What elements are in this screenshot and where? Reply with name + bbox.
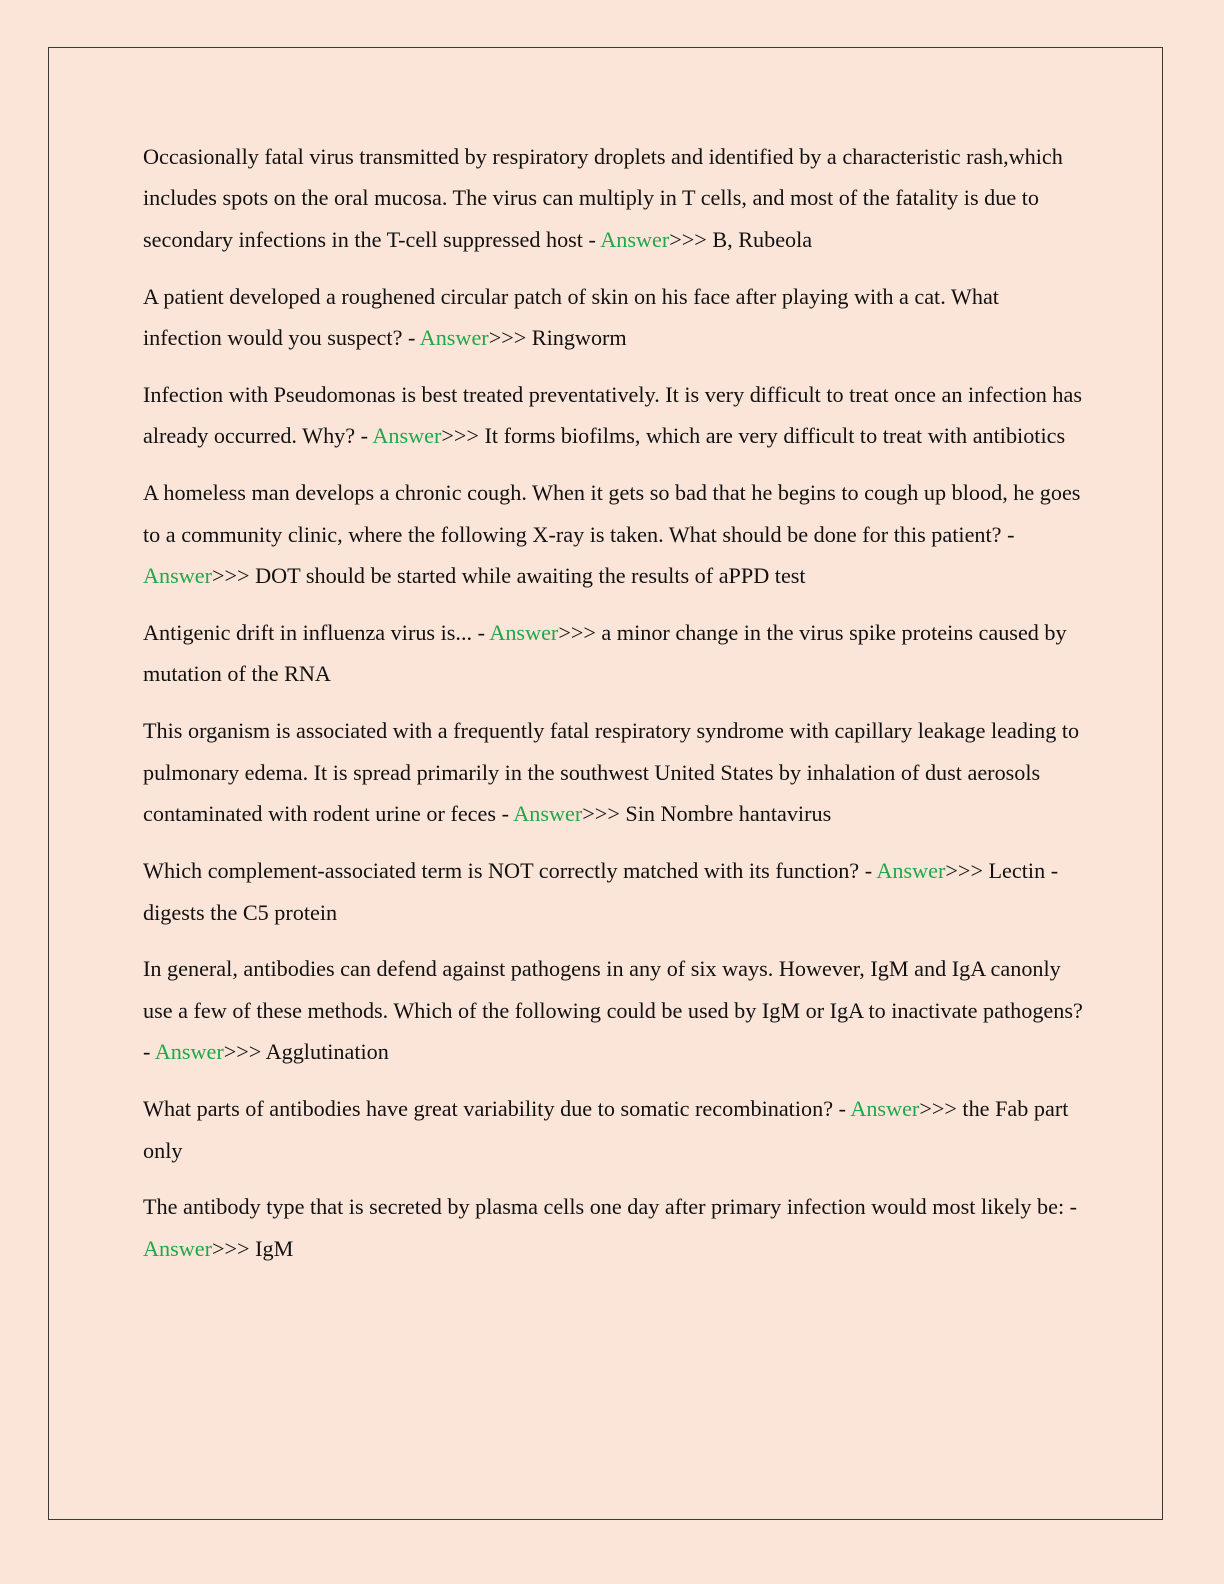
answer-text: >>> IgM (212, 1235, 294, 1261)
answer-label: Answer (143, 563, 213, 589)
qa-item (143, 136, 1083, 260)
answer-text: >>> It forms biofilms, which are very difficult to treat with antibiotics (441, 423, 1066, 449)
answer-text: >>> DOT should be started while awaiting the results of aPPD test (212, 563, 806, 589)
answer-label: Answer (876, 858, 946, 884)
answer-text: >>> Ringworm (488, 325, 627, 351)
answer-label: Answer (143, 1235, 213, 1261)
answer-text: >>> Lectin - digests the C5 protein (143, 858, 1059, 925)
question-text: A homeless man develops a chronic cough. When it gets so bad that he begins to cough up blood, he goes to a community clinic, where the following X-ray is taken. What should be done for this patient? - (143, 480, 1081, 547)
answer-label: Answer (154, 1039, 224, 1065)
qa-item (143, 374, 1083, 457)
answer-text: >>> B, Rubeola (669, 226, 813, 252)
question-text: What parts of antibodies have great variability due to somatic recombination? - (143, 1096, 851, 1122)
question-text: The antibody type that is secreted by plasma cells one day after primary infection would most likely be: - (143, 1194, 1078, 1220)
question-text: Which complement-associated term is NOT correctly matched with its function? - (143, 858, 877, 884)
qa-item (143, 948, 1083, 1072)
answer-label: Answer (513, 801, 583, 827)
qa-item (143, 472, 1083, 596)
qa-item (143, 850, 1083, 933)
qa-item (143, 276, 1083, 359)
answer-label: Answer (850, 1096, 920, 1122)
qa-item (143, 612, 1083, 695)
qa-item (143, 1186, 1083, 1269)
answer-label: Answer (372, 423, 442, 449)
answer-label: Answer (489, 620, 559, 646)
answer-text: >>> Sin Nombre hantavirus (582, 801, 832, 827)
document-body (143, 136, 1083, 1285)
answer-text: >>> a minor change in the virus spike proteins caused by mutation of the RNA (143, 620, 1067, 687)
qa-item (143, 710, 1083, 834)
answer-label: Answer (419, 325, 489, 351)
question-text: Occasionally fatal virus transmitted by respiratory droplets and identified by a characteristic rash,which includes spots on the oral mucosa. The virus can multiply in T cells, and most of the fatality is due to secondary infections in the T-cell suppressed host - (143, 144, 1063, 252)
answer-text: >>> the Fab part only (143, 1096, 1069, 1163)
answer-label: Answer (600, 226, 670, 252)
question-text: Antigenic drift in influenza virus is... - (143, 620, 490, 646)
question-text: This organism is associated with a frequently fatal respiratory syndrome with capillary leakage leading to pulmonary edema. It is spread primarily in the southwest United States by inhalation of dust aerosols contaminated with rodent urine or feces - (143, 718, 1080, 827)
qa-item (143, 1088, 1083, 1171)
question-text: Infection with Pseudomonas is best treated preventatively. It is very difficult to treat once an infection has already occurred. Why? - (143, 382, 1082, 449)
question-text: A patient developed a roughened circular patch of skin on his face after playing with a cat. What infection would you suspect? - (143, 283, 999, 351)
question-text: In general, antibodies can defend against pathogens in any of six ways. However, IgM and IgA canonly use a few of these methods. Which of the following could be used by IgM or IgA to inactivate pathogens? - (143, 956, 1083, 1065)
answer-text: >>> Agglutination (223, 1039, 389, 1065)
